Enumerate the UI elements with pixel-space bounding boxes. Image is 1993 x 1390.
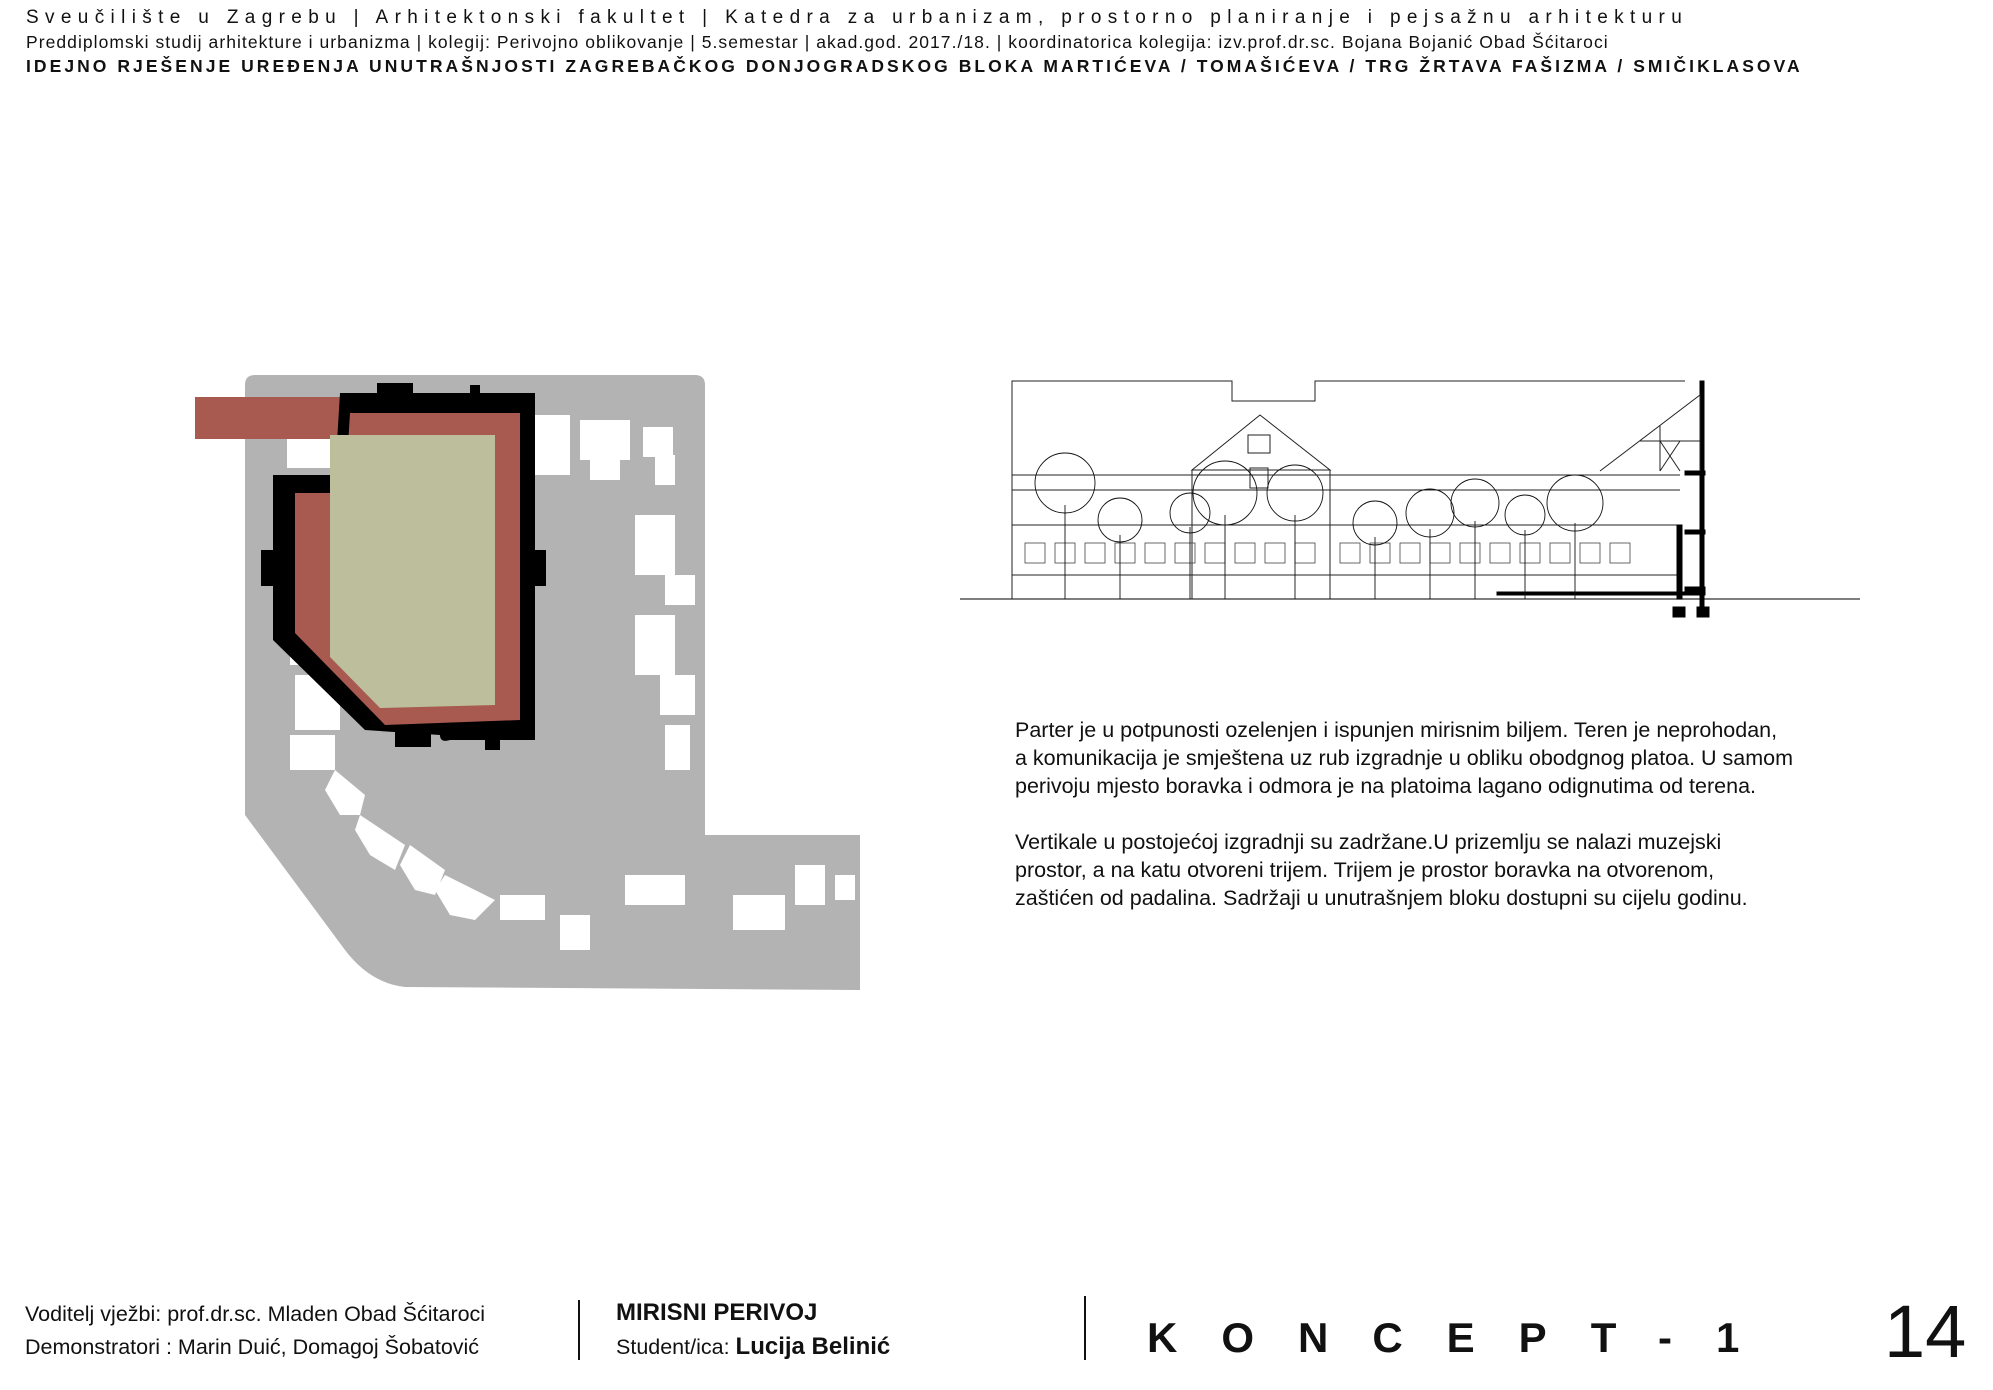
footer-divider: [578, 1300, 580, 1360]
institution-line: Sveučilište u Zagrebu | Arhitektonski fakultet | Katedra za urbanizam, prostorno planiranje i pejsažnu arhitekturu: [26, 7, 1689, 28]
footer-divider: [1084, 1296, 1086, 1360]
building-outline: [1012, 381, 1685, 599]
mentor-line: Voditelj vježbi: prof.dr.sc. Mladen Obad Šćitaroci: [25, 1302, 486, 1326]
sheet-title: KONCEPT-1: [1147, 1314, 1784, 1361]
course-line: Preddiplomski studij arhitekture i urbanizma | kolegij: Perivojno oblikovanje | 5.semestar | akad.god. 2017./18. | koordinatorica kolegija: izv.prof.dr.sc. Bojana Bojanić Obad Šćitaroci: [26, 32, 1609, 52]
project-brief-line: IDEJNO RJEŠENJE UREĐENJA UNUTRAŠNJOSTI ZAGREBAČKOG DONJOGRADSKOG BLOKA MARTIĆEVA / TOMAŠIĆEVA / TRG ŽRTAVA FAŠIZMA / SMIČIKLASOVA: [26, 56, 1803, 76]
concept-description: [1015, 716, 1795, 940]
description-paragraph: Parter je u potpunosti ozelenjen i ispunjen mirisnim biljem. Teren je neprohodan, a komunikacija je smještena uz rub izgradnje u obliku obodgnog platoa. U samom perivoju mjesto boravka i odmora je na platoima lagano odignutima od terena.: [1015, 718, 1794, 798]
site-plan: [195, 375, 865, 990]
footer-project: [616, 1296, 890, 1364]
green-area: [330, 435, 495, 708]
student-name: Lucija Belinić: [735, 1333, 891, 1360]
student-line: [616, 1330, 890, 1364]
roof-truss: [1600, 395, 1700, 471]
sheet-number: 14: [1884, 1290, 1967, 1373]
demonstrators-line: Demonstratori : Marin Duić, Domagoj Šobatović: [25, 1335, 480, 1359]
project-title: MIRISNI PERIVOJ: [616, 1299, 818, 1326]
footer-credits: [25, 1298, 485, 1364]
student-label: Student/ica:: [616, 1335, 736, 1359]
facade-windows: [1025, 543, 1630, 563]
section-elevation-drawing: [960, 375, 1880, 625]
sheet-header: [26, 6, 1972, 78]
description-paragraph: Vertikale u postojećoj izgradnji su zadržane.U prizemlju se nalazi muzejski prostor, a na katu otvoreni trijem. Trijem je prostor boravka na otvorenom, zaštićen od padalina. Sadržaji u unutrašnjem bloku dostupni su cijelu godinu.: [1015, 830, 1748, 910]
